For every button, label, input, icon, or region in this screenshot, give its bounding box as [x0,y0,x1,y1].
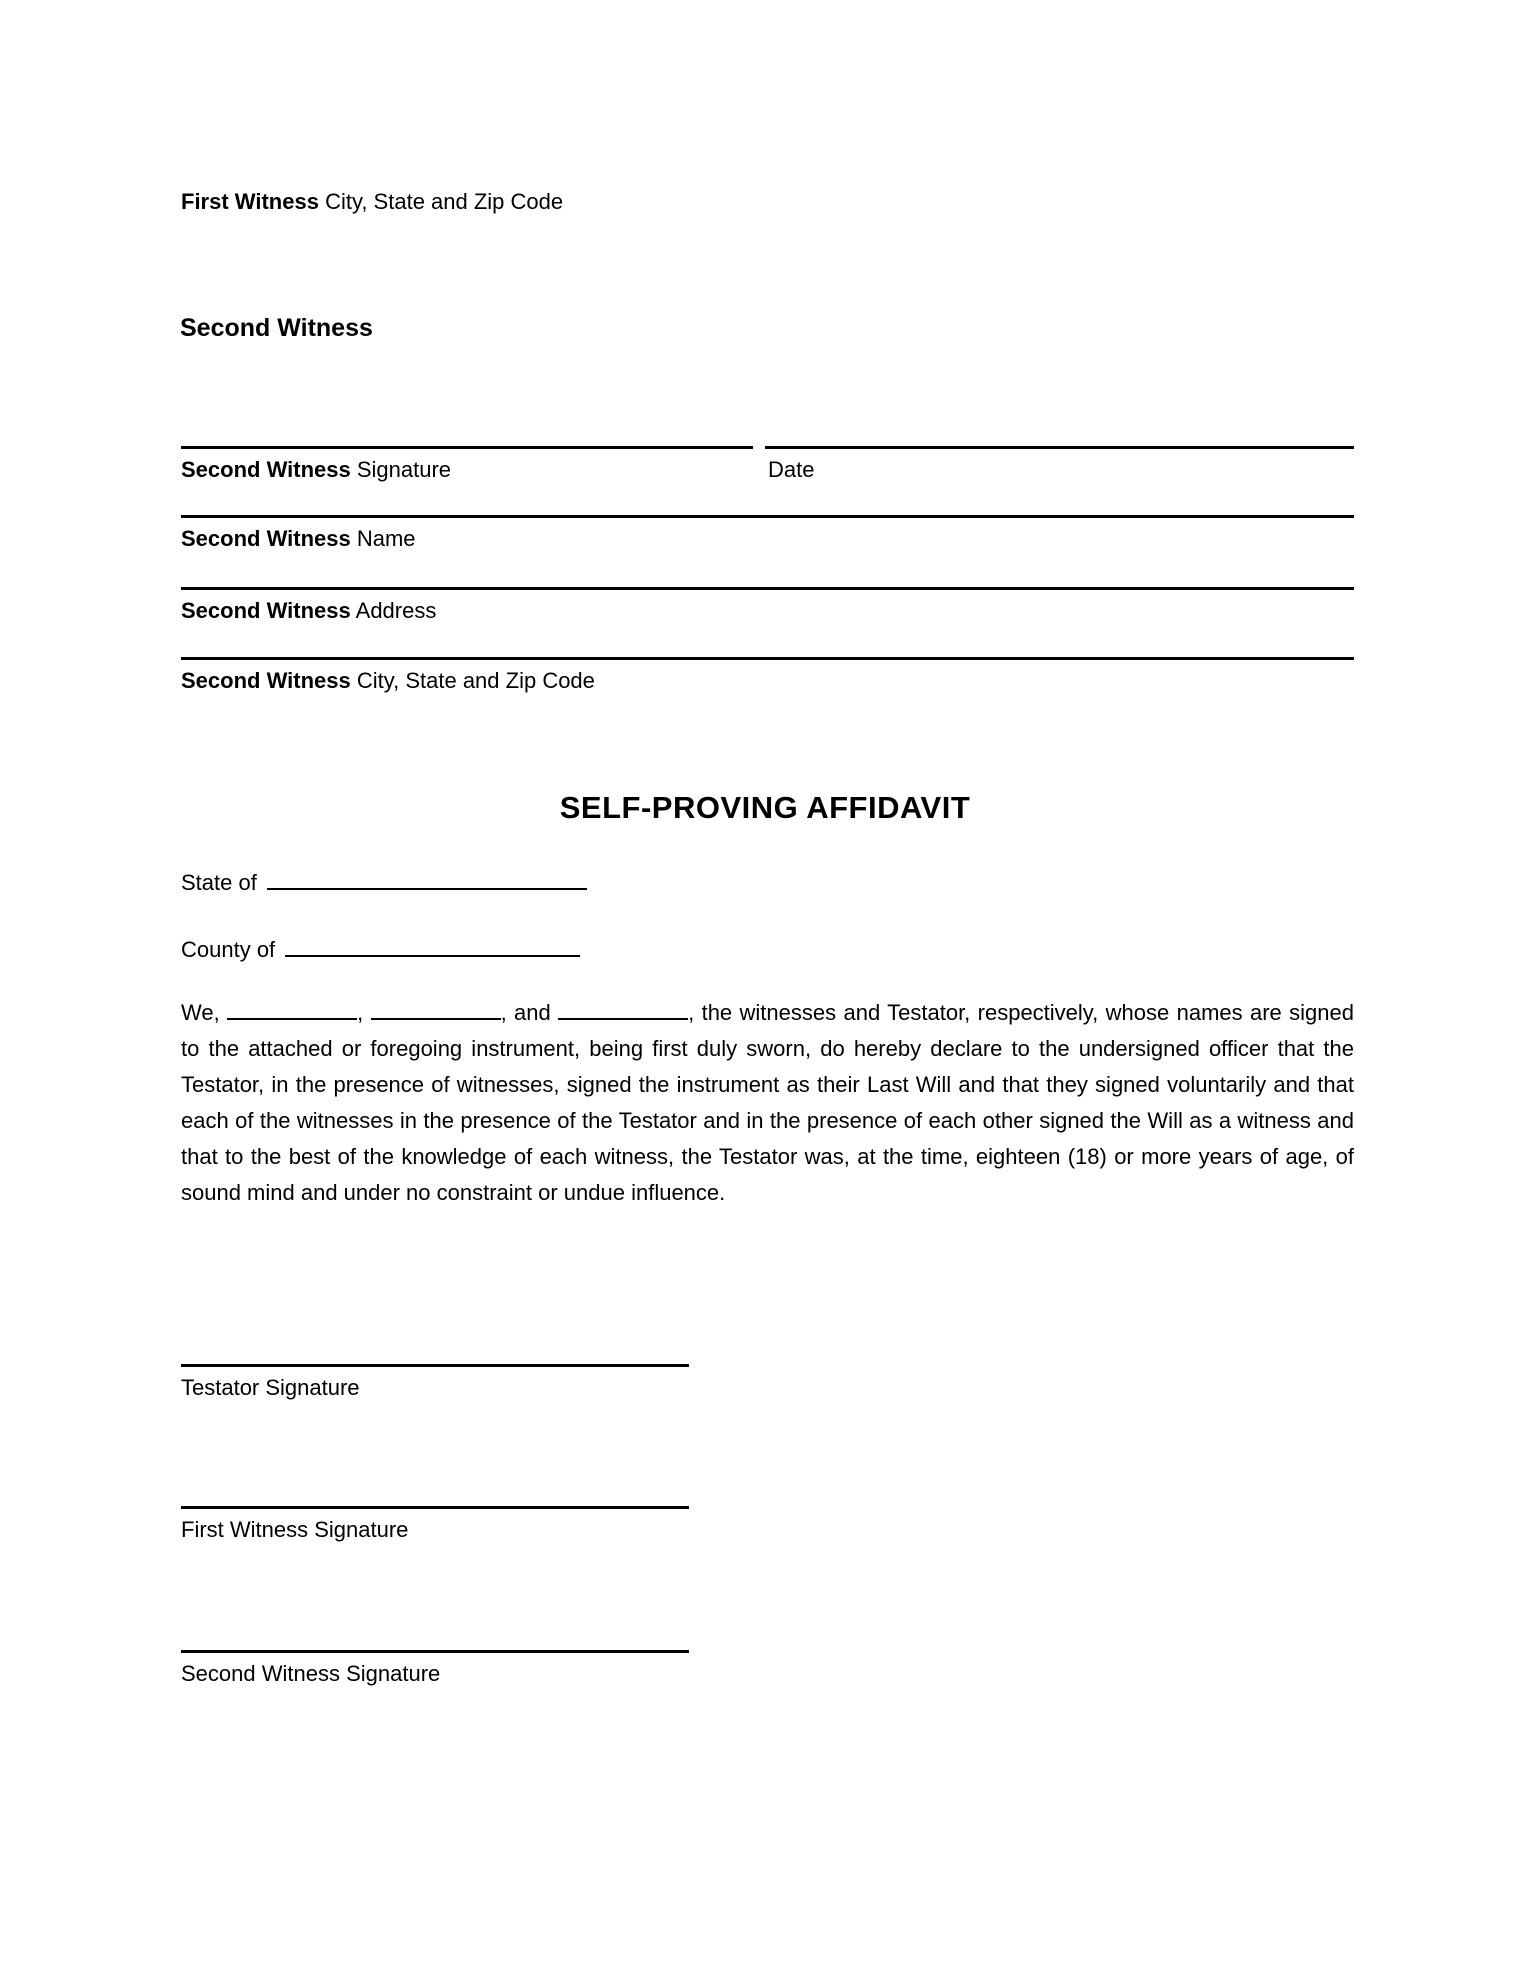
second-witness-affidavit-signature-line[interactable] [181,1650,689,1653]
second-witness-address-label-text: Address [355,598,437,623]
first-witness-signature-label: First Witness Signature [181,1517,409,1542]
second-witness-address-label-bold: Second Witness [181,598,351,623]
state-blank[interactable] [267,868,587,890]
first-witness-name-blank[interactable] [227,1000,357,1020]
first-witness-city-label-bold: First Witness [181,189,319,214]
second-witness-name-label-bold: Second Witness [181,526,351,551]
testator-signature-label: Testator Signature [181,1375,360,1400]
second-witness-city-line[interactable] [181,657,1354,660]
second-witness-address-line[interactable] [181,587,1354,590]
second-witness-signature-line[interactable] [181,446,753,449]
second-witness-address-label [181,598,436,624]
second-witness-signature-label [181,457,451,483]
first-witness-city-label-text: City, State and Zip Code [325,189,564,214]
affidavit-body-comma1: , [357,1000,364,1025]
affidavit-body [181,995,1354,1211]
state-of-label: State of [181,870,257,895]
state-of-row [181,868,587,896]
second-witness-city-label [181,668,595,694]
date-label: Date [768,457,815,482]
testator-signature-line[interactable] [181,1364,689,1367]
second-witness-signature-bottom-label: Second Witness Signature [181,1661,441,1686]
second-witness-city-label-bold: Second Witness [181,668,351,693]
testator-name-blank[interactable] [558,1000,688,1020]
county-blank[interactable] [285,935,580,957]
second-witness-name-blank[interactable] [371,1000,501,1020]
second-witness-heading: Second Witness [180,314,373,342]
second-witness-signature-label-text: Signature [356,457,452,482]
county-of-label: County of [181,937,276,962]
county-of-row [181,935,580,963]
affidavit-title: SELF-PROVING AFFIDAVIT [559,790,971,825]
second-witness-signature-label-bold: Second Witness [181,457,351,482]
affidavit-body-part2: , and [500,1000,551,1025]
second-witness-city-label-text: City, State and Zip Code [356,668,595,693]
first-witness-city-label [181,189,563,215]
second-witness-name-line[interactable] [181,515,1354,518]
affidavit-body-part3: , the witnesses and Testator, respectively, whose names are signed to the attached or foregoing instrument, being first duly sworn, do hereby declare to the undersigned officer that the Testator, in the presence of witnesses, signed the instrument as their Last Will and that they signed voluntarily and that each of the witnesses in the presence of the Testator and in the presence of each other signed the Will as a witness and that to the best of the knowledge of each witness, the Testator was, at the time, eighteen (18) or more years of age, of sound mind and under no constraint or undue influence. [181,1000,1354,1205]
first-witness-affidavit-signature-line[interactable] [181,1506,689,1509]
second-witness-date-line[interactable] [765,446,1354,449]
second-witness-name-label-text: Name [356,526,416,551]
second-witness-name-label [181,526,416,552]
affidavit-body-part1: We, [181,1000,220,1025]
